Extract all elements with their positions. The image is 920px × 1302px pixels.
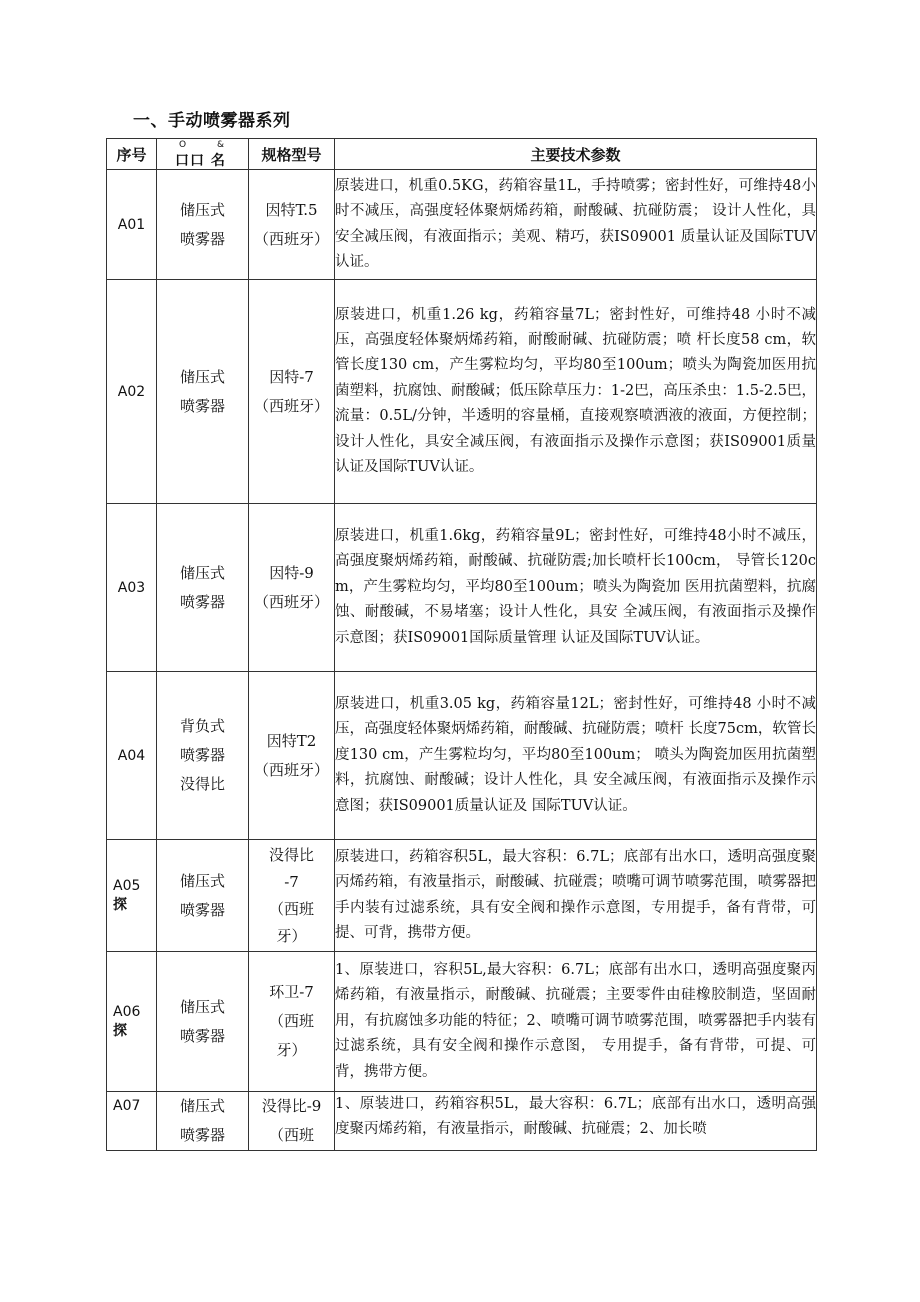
row-id: A03 bbox=[107, 504, 157, 672]
header-name-bottom: 口口 名 bbox=[175, 153, 226, 169]
row-type: 储压式 喷雾器 bbox=[157, 952, 249, 1092]
row-params: 原装进口，机重0.5KG，药箱容量1L，手持喷雾；密封性好，可维持48小时不减压，高强度轻体聚炳烯药箱，耐酸碱、抗碰防震； 设计人性化，具安全减压阀，有液面指示；美观、精巧，获IS09001 质量认证及国际TUV认证。 bbox=[335, 170, 817, 280]
row-id: A07 bbox=[107, 1092, 157, 1151]
row-model: 因特-7 （西班牙） bbox=[249, 280, 335, 504]
row-params: 原装进口，机重1.6kg，药箱容量9L；密封性好，可维持48小时不减压，高强度聚炳烯药箱，耐酸碱、抗碰防震;加长喷杆长100cm， 导管长120cm，产生雾粒均匀，平均80至100um；喷头为陶瓷加 医用抗菌塑料，抗腐蚀、耐酸碱，不易堵塞；设计人性化，具安 全减压阀，有液面指示及操作示意图；获IS09001国际质量管理 认证及国际TUV认证。 bbox=[335, 504, 817, 672]
table-row bbox=[107, 170, 817, 280]
row-id: A02 bbox=[107, 280, 157, 504]
row-model: 环卫-7 （西班 牙） bbox=[249, 952, 335, 1092]
row-id: A06 探 bbox=[107, 952, 157, 1092]
row-model: 因特-9 （西班牙） bbox=[249, 504, 335, 672]
row-type: 储压式 喷雾器 bbox=[157, 1092, 249, 1151]
row-id-extra: 探 bbox=[113, 896, 127, 913]
table-row bbox=[107, 840, 817, 952]
row-model: 因特T.5 （西班牙） bbox=[249, 170, 335, 280]
row-params: 1、原装进口，容积5L,最大容积：6.7L；底部有出水口，透明高强度聚丙烯药箱，有液量指示，耐酸碱、抗碰震；主要零件由硅橡胶制造，坚固耐用，有抗腐蚀多功能的特征；2、喷嘴可调节喷雾范围，喷雾器把手内装有过滤系统，具有安全阀和操作示意图， 专用提手，备有背带，可提、可背，携带方便。 bbox=[335, 952, 817, 1092]
table-row bbox=[107, 952, 817, 1092]
table-row bbox=[107, 280, 817, 504]
spec-table bbox=[106, 138, 817, 1151]
header-params: 主要技术参数 bbox=[335, 139, 817, 170]
table-row bbox=[107, 504, 817, 672]
row-model: 没得比 -7 （西班 牙） bbox=[249, 840, 335, 952]
row-type: 背负式 喷雾器 没得比 bbox=[157, 672, 249, 840]
header-name-top: O & bbox=[179, 140, 238, 150]
table-row bbox=[107, 672, 817, 840]
table-row bbox=[107, 1092, 817, 1151]
row-type: 储压式 喷雾器 bbox=[157, 504, 249, 672]
row-id-extra: 探 bbox=[113, 1022, 127, 1039]
row-type: 储压式 喷雾器 bbox=[157, 170, 249, 280]
header-name bbox=[157, 139, 249, 170]
row-id: A04 bbox=[107, 672, 157, 840]
header-row bbox=[107, 139, 817, 170]
row-params: 原装进口，机重1.26 kg，药箱容量7L；密封性好，可维持48 小时不减压，高强度轻体聚炳烯药箱，耐酸耐碱、抗碰防震；喷 杆长度58 cm，软管长度130 cm，产生雾粒均匀，平均80至100um；喷头为陶瓷加医用抗菌塑料，抗腐蚀、耐酸碱；低压除草压力：1-2巴，高压杀虫：1.5-2.5巴，流量：0.5L/分钟，半透明的容量桶，直接观察喷洒液的液面，方便控制；设计人性化，具安全减压阀，有液面指示及操作示意图；获IS09001质量认证及国际TUV认证。 bbox=[335, 280, 817, 504]
row-model: 因特T2 （西班牙） bbox=[249, 672, 335, 840]
row-model: 没得比-9 （西班 bbox=[249, 1092, 335, 1151]
header-model: 规格型号 bbox=[249, 139, 335, 170]
row-params: 原装进口，药箱容积5L，最大容积：6.7L；底部有出水口，透明高强度聚丙烯药箱，有液量指示，耐酸碱、抗碰震；喷嘴可调节喷雾范围，喷雾器把手内装有过滤系统，具有安全阀和操作示意图，专用提手，备有背带，可提、可背，携带方便。 bbox=[335, 840, 817, 952]
row-params: 1、原装进口，药箱容积5L，最大容积：6.7L；底部有出水口，透明高强度聚丙烯药箱，有液量指示，耐酸碱、抗碰震；2、加长喷 bbox=[335, 1092, 817, 1151]
row-type: 储压式 喷雾器 bbox=[157, 840, 249, 952]
row-params: 原装进口，机重3.05 kg，药箱容量12L；密封性好，可维持48 小时不减压，高强度轻体聚炳烯药箱，耐酸碱、抗碰防震；喷杆 长度75cm，软管长度130 cm，产生雾粒均匀，平均80至100um； 喷头为陶瓷加医用抗菌塑料，抗腐蚀、耐酸碱；设计人性化，具 安全减压阀，有液面指示及操作示意图；获IS09001质量认证及 国际TUV认证。 bbox=[335, 672, 817, 840]
row-type: 储压式 喷雾器 bbox=[157, 280, 249, 504]
page-heading: 一、手动喷雾器系列 bbox=[133, 111, 291, 131]
header-id: 序号 bbox=[107, 139, 157, 170]
row-id: A05 探 bbox=[107, 840, 157, 952]
row-id: A01 bbox=[107, 170, 157, 280]
